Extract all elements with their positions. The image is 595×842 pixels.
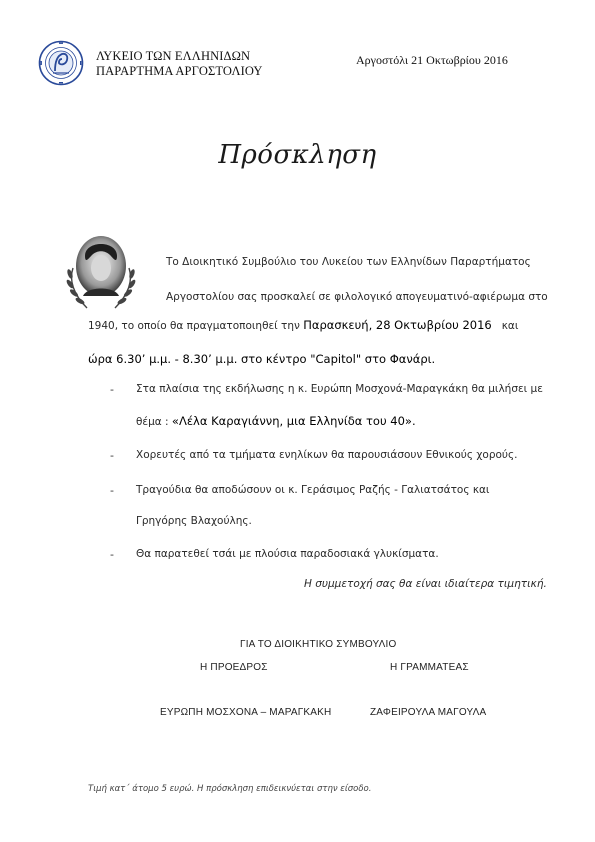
bullet-1-prefix: θέμα : <box>136 416 169 428</box>
intro-line-3 <box>88 318 518 332</box>
event-time-venue: ώρα 6.30’ μ.μ. - 8.30’ μ.μ. στο κέντρο "Capitol" στο Φανάρι. <box>88 352 436 366</box>
intro-line-2: Αργοστολίου σας προσκαλεί σε φιλολογικό απογευματινό-αφιέρωμα στο <box>166 291 548 303</box>
lyceum-emblem-icon <box>38 40 84 86</box>
secretary-role: Η ΓΡΑΜΜΑΤΕΑΣ <box>390 662 469 673</box>
bullet-1-line-1: Στα πλαίσια της εκδήλωσης η κ. Ευρώπη Μοσχονά-Μαραγκάκη θα μιλήσει με <box>136 383 543 395</box>
speech-topic-highlight: «Λέλα Καραγιάννη, μια Ελληνίδα του 40». <box>171 414 416 428</box>
bullet-dash: - <box>110 548 114 561</box>
board-signature-heading: ΓΙΑ ΤΟ ΔΙΟΙΚΗΤΙΚΟ ΣΥΜΒΟΥΛΙΟ <box>240 639 397 650</box>
bullet-3-line-1: Τραγούδια θα αποδώσουν οι κ. Γεράσιμος Ραζής - Γαλιατσάτος και <box>136 484 490 496</box>
invitation-title: Πρόσκληση <box>218 140 377 170</box>
bullet-1-line-2 <box>136 414 416 428</box>
org-name-line1: ΛΥΚΕΙΟ ΤΩΝ ΕΛΛΗΝΙΔΩΝ <box>96 49 251 63</box>
footer-note: Τιμή κατ΄ άτομο 5 ευρώ. Η πρόσκληση επιδεικνύεται στην είσοδο. <box>88 784 372 794</box>
bullet-4-line-1: Θα παρατεθεί τσάι με πλούσια παραδοσιακά γλυκίσματα. <box>136 548 439 560</box>
bullet-3-line-2: Γρηγόρης Βλαχούλης. <box>136 515 252 527</box>
bullet-2-line-1: Χορευτές από τα τμήματα ενηλίκων θα παρουσιάσουν Εθνικούς χορούς. <box>136 449 518 461</box>
bullet-dash: - <box>110 383 114 396</box>
president-role: Η ΠΡΟΕΔΡΟΣ <box>200 662 268 673</box>
intro-line-3-suffix: και <box>501 320 519 332</box>
intro-line-3-prefix: 1940, το οποίο θα πραγματοποιηθεί την <box>88 320 300 332</box>
bullet-dash: - <box>110 484 114 497</box>
bullet-dash: - <box>110 449 114 462</box>
president-name: ΕΥΡΩΠΗ ΜΟΣΧΟΝΑ – ΜΑΡΑΓΚΑΚΗ <box>160 707 332 718</box>
intro-line-1: Το Διοικητικό Συμβούλιο του Λυκείου των Ελληνίδων Παραρτήματος <box>166 256 531 268</box>
closing-line: Η συμμετοχή σας θα είναι ιδιαίτερα τιμητική. <box>304 578 547 590</box>
secretary-name: ΖΑΦΕΙΡΟΥΛΑ ΜΑΓΟΥΛΑ <box>370 707 487 718</box>
portrait-with-laurel-icon <box>55 228 147 320</box>
org-name-line2: ΠΑΡΑΡΤΗΜΑ ΑΡΓΟΣΤΟΛΙΟΥ <box>96 64 263 78</box>
event-date-highlight: Παρασκευή, 28 Οκτωβρίου 2016 <box>303 318 492 332</box>
letter-date: Αργοστόλι 21 Οκτωβρίου 2016 <box>356 53 508 67</box>
